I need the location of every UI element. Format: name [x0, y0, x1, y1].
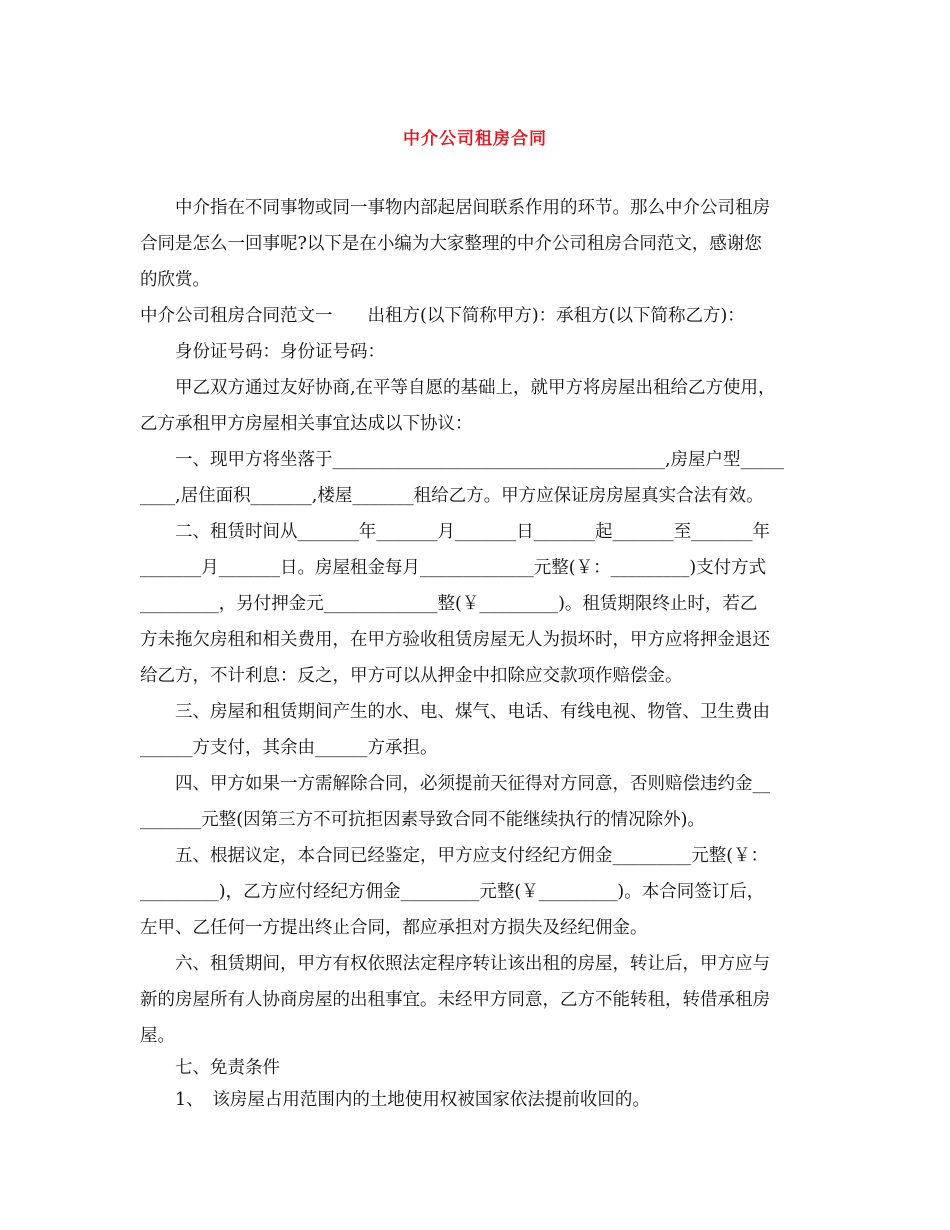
document-line: 五、根据议定，本合同已经鉴定，甲方应支付经纪方佣金_________元整(￥： — [140, 846, 769, 866]
document-line: 合同是怎么一回事呢?以下是在小编为大家整理的中介公司租房合同范文，感谢您 — [140, 234, 762, 254]
document-line: 甲乙双方通过友好协商,在平等自愿的基础上，就甲方将房屋出租给乙方使用， — [140, 378, 776, 398]
document-line: 屋。 — [140, 1026, 175, 1046]
document-line: 的欣赏。 — [140, 270, 210, 290]
document-line: 七、免责条件 — [140, 1058, 280, 1078]
document-line: 1、 该房屋占用范围内的土地使用权被国家依法提前收回的。 — [140, 1090, 650, 1110]
document-line: 给乙方，不计利息：反之，甲方可以从押金中扣除应交款项作赔偿金。 — [140, 666, 683, 686]
document-line: 左甲、乙任何一方提出终止合同，都应承担对方损失及经纪佣金。 — [140, 918, 648, 938]
document-line: 方未拖欠房租和相关费用，在甲方验收租赁房屋无人为损坏时，甲方应将押金退还 — [140, 630, 770, 650]
document-line: 中介公司租房合同范文一 出租方(以下简称甲方)：承租方(以下简称乙方)： — [140, 306, 745, 326]
document-line: 新的房屋所有人协商房屋的出租事宜。未经甲方同意，乙方不能转租，转借承租房 — [140, 990, 770, 1010]
document-line: 四、甲方如果一方需解除合同，必须提前天征得对方同意，否则赔偿违约金__ — [140, 774, 770, 794]
document-line: 六、租赁期间，甲方有权依照法定程序转让该出租的房屋，转让后，甲方应与 — [140, 954, 770, 974]
document-line: 身份证号码：身份证号码： — [140, 342, 385, 362]
document-line: _______元整(因第三方不可抗拒因素导致合同不能继续执行的情况除外)。 — [140, 810, 705, 830]
document-line: 中介指在不同事物或同一事物内部起居间联系作用的环节。那么中介公司租房 — [140, 198, 770, 218]
document-line: _______月_______日。房屋租金每月_____________元整(￥：_________)支付方式 — [140, 558, 767, 578]
document-line: _________)，乙方应付经纪方佣金_________元整(￥_________)。本合同签订后， — [140, 882, 765, 902]
document-title: 中介公司租房合同 — [403, 129, 547, 149]
document-line: 乙方承租甲方房屋相关事宜达成以下协议： — [140, 414, 473, 434]
document-line: _________，另付押金元_____________整(￥_________)。租赁期限终止时，若乙 — [140, 594, 758, 614]
document-line: ____,居住面积_______,楼屋_______租给乙方。甲方应保证房房屋真实合法有效。 — [140, 486, 764, 506]
document-line: ______方支付，其余由______方承担。 — [140, 738, 438, 758]
document-line: 一、现甲方将坐落于______________________________________,房屋户型_____ — [140, 450, 785, 470]
document-line: 二、租赁时间从_______年_______月_______日_______起_______至_______年 — [140, 522, 770, 542]
document-line: 三、房屋和租赁期间产生的水、电、煤气、电话、有线电视、物管、卫生费由 — [140, 702, 770, 722]
